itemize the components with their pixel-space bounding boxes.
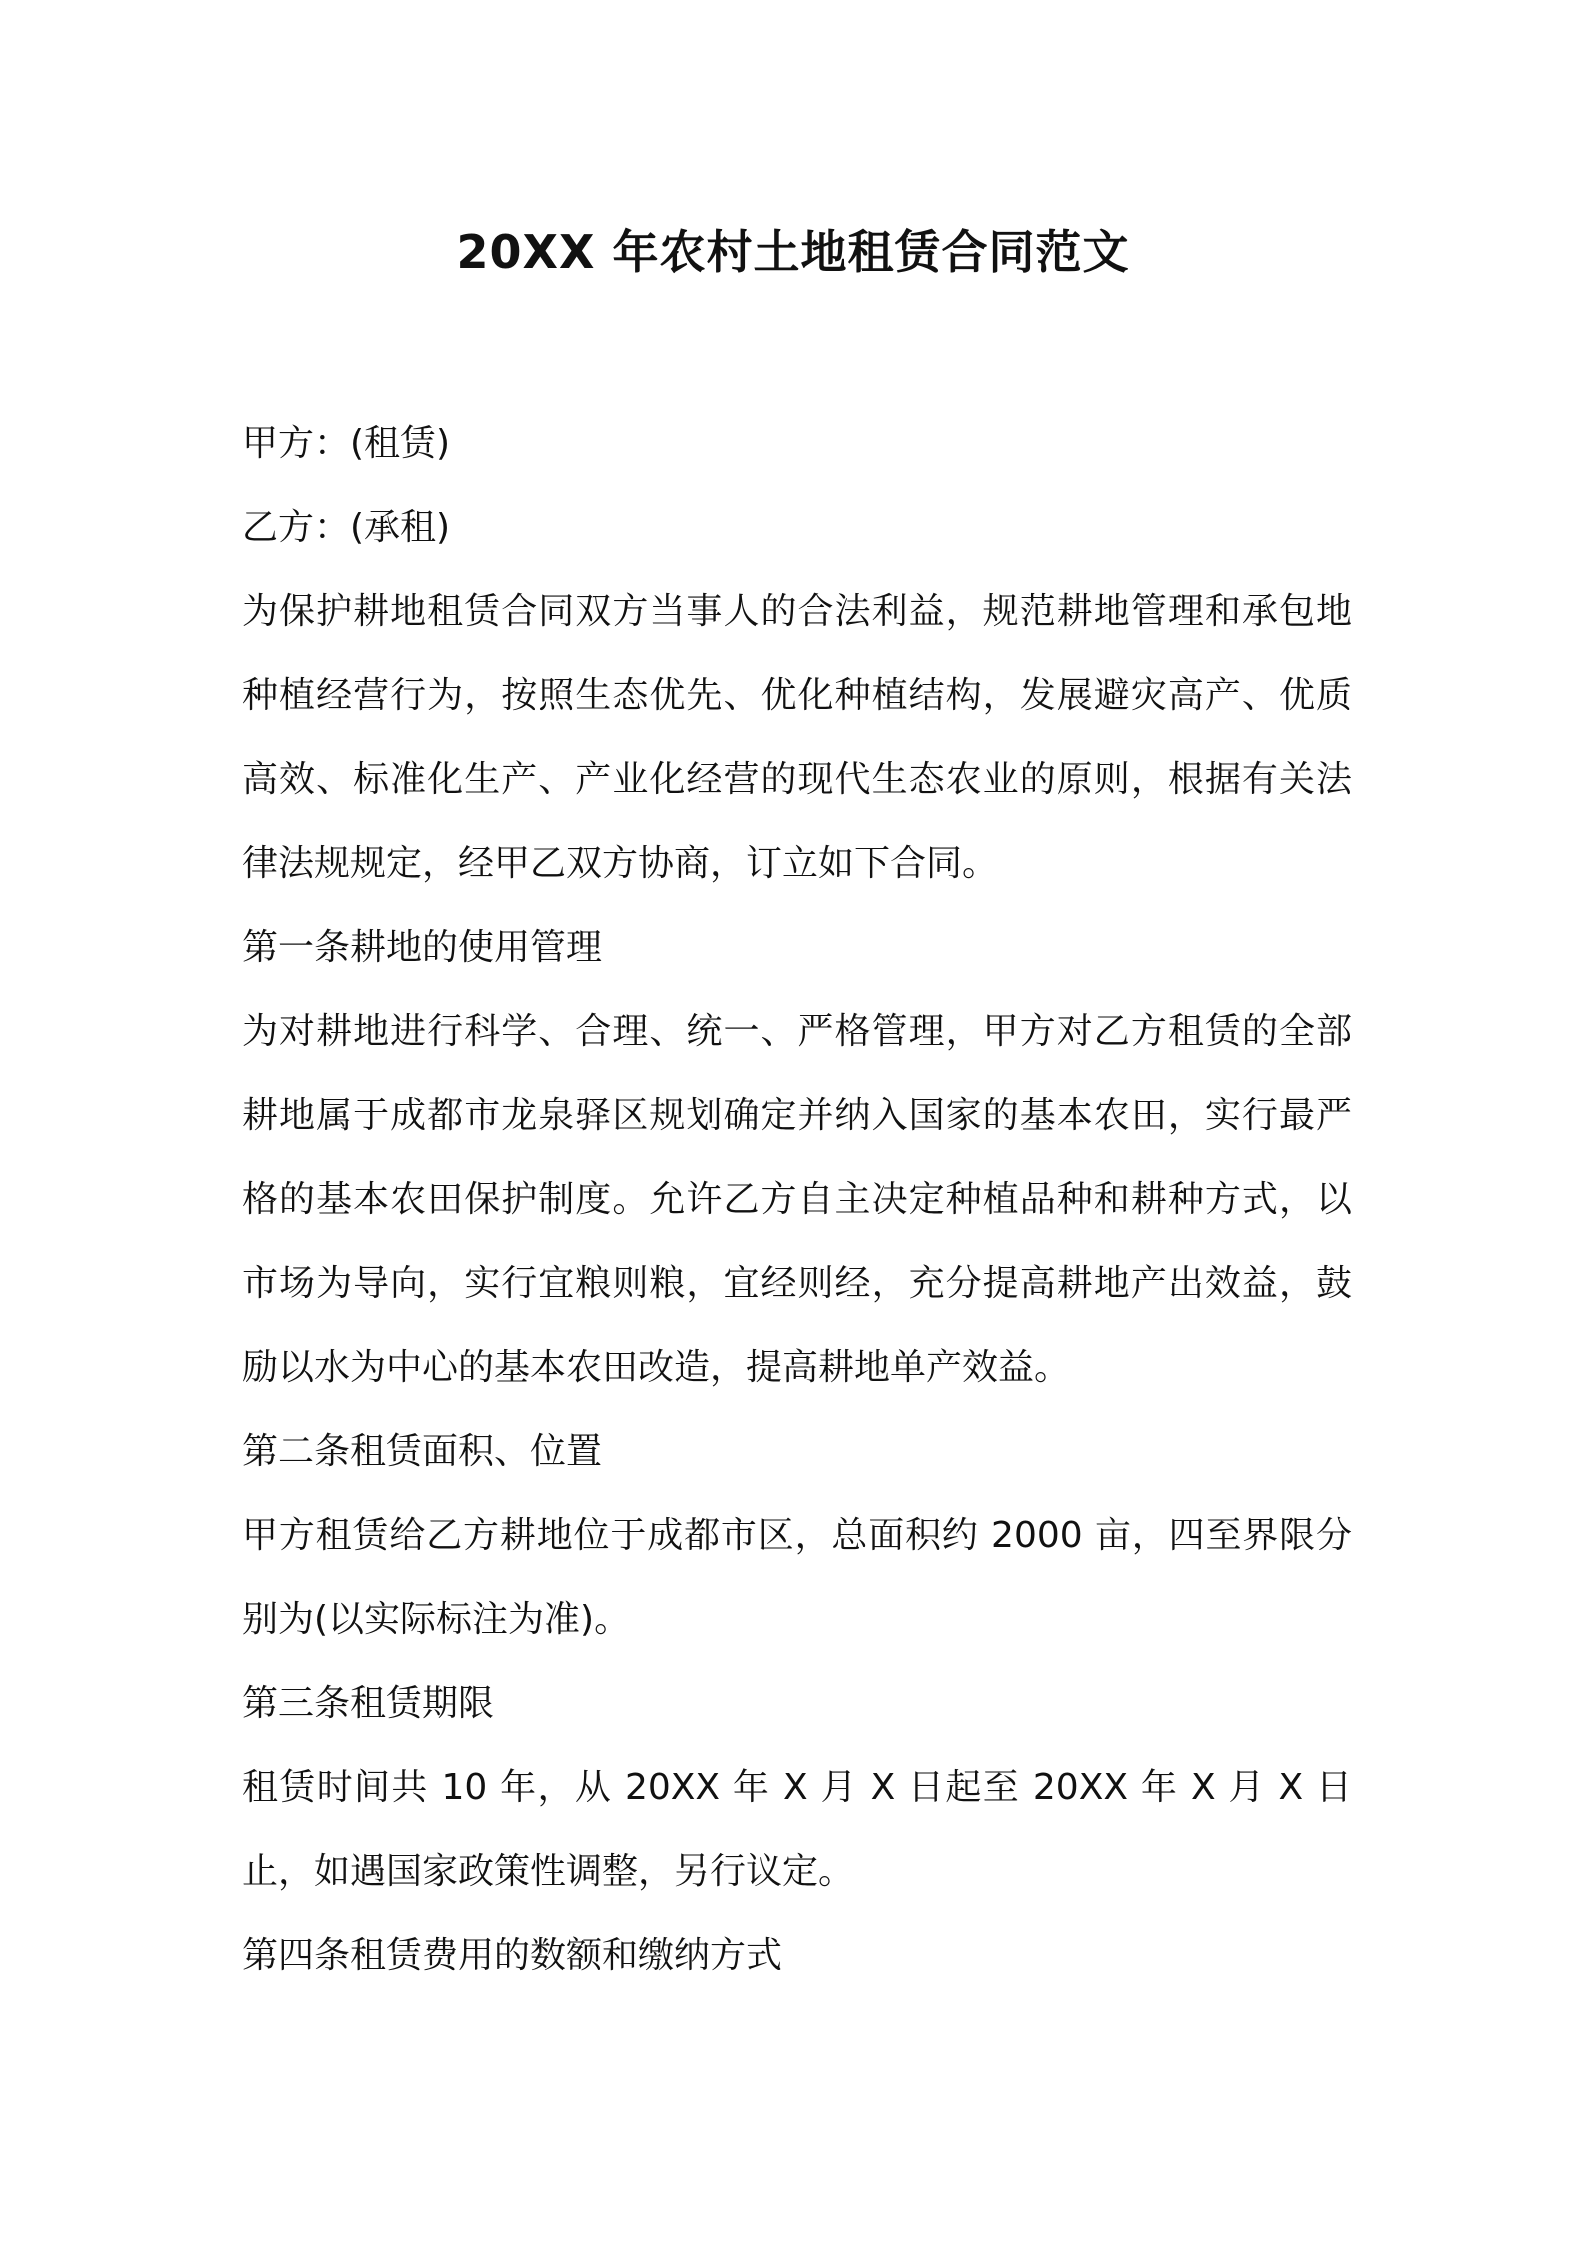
article-3-paragraph: 租赁时间共 10 年，从 20XX 年 X 月 X 日起至 20XX 年 X 月 X 日止，如遇国家政策性调整，另行议定。	[242, 1767, 1352, 1892]
party-a-line: 甲方：(租赁)	[242, 423, 451, 464]
article-4-heading: 第四条租赁费用的数额和缴纳方式	[242, 1935, 783, 1976]
article-1-paragraph: 为对耕地进行科学、合理、统一、严格管理，甲方对乙方租赁的全部耕地属于成都市龙泉驿区规划确定并纳入国家的基本农田，实行最严格的基本农田保护制度。允许乙方自主决定种植品种和耕种方式，以市场为导向，实行宜粮则粮，宜经则经，充分提高耕地产出效益，鼓励以水为中心的基本农田改造，提高耕地单产效益。	[242, 1011, 1352, 1388]
preamble-paragraph: 为保护耕地租赁合同双方当事人的合法利益，规范耕地管理和承包地种植经营行为，按照生态优先、优化种植结构，发展避灾高产、优质高效、标准化生产、产业化经营的现代生态农业的原则，根据有关法律法规规定，经甲乙双方协商，订立如下合同。	[242, 591, 1352, 884]
article-2-paragraph: 甲方租赁给乙方耕地位于成都市区，总面积约 2000 亩，四至界限分别为(以实际标注为准)。	[242, 1515, 1352, 1640]
document-title: 20XX 年农村土地租赁合同范文	[456, 225, 1130, 279]
document-body	[242, 402, 1352, 1998]
party-b-line: 乙方：(承租)	[242, 507, 451, 548]
article-2-heading: 第二条租赁面积、位置	[242, 1431, 603, 1472]
article-3-heading: 第三条租赁期限	[242, 1683, 495, 1724]
article-1-heading: 第一条耕地的使用管理	[242, 927, 603, 968]
